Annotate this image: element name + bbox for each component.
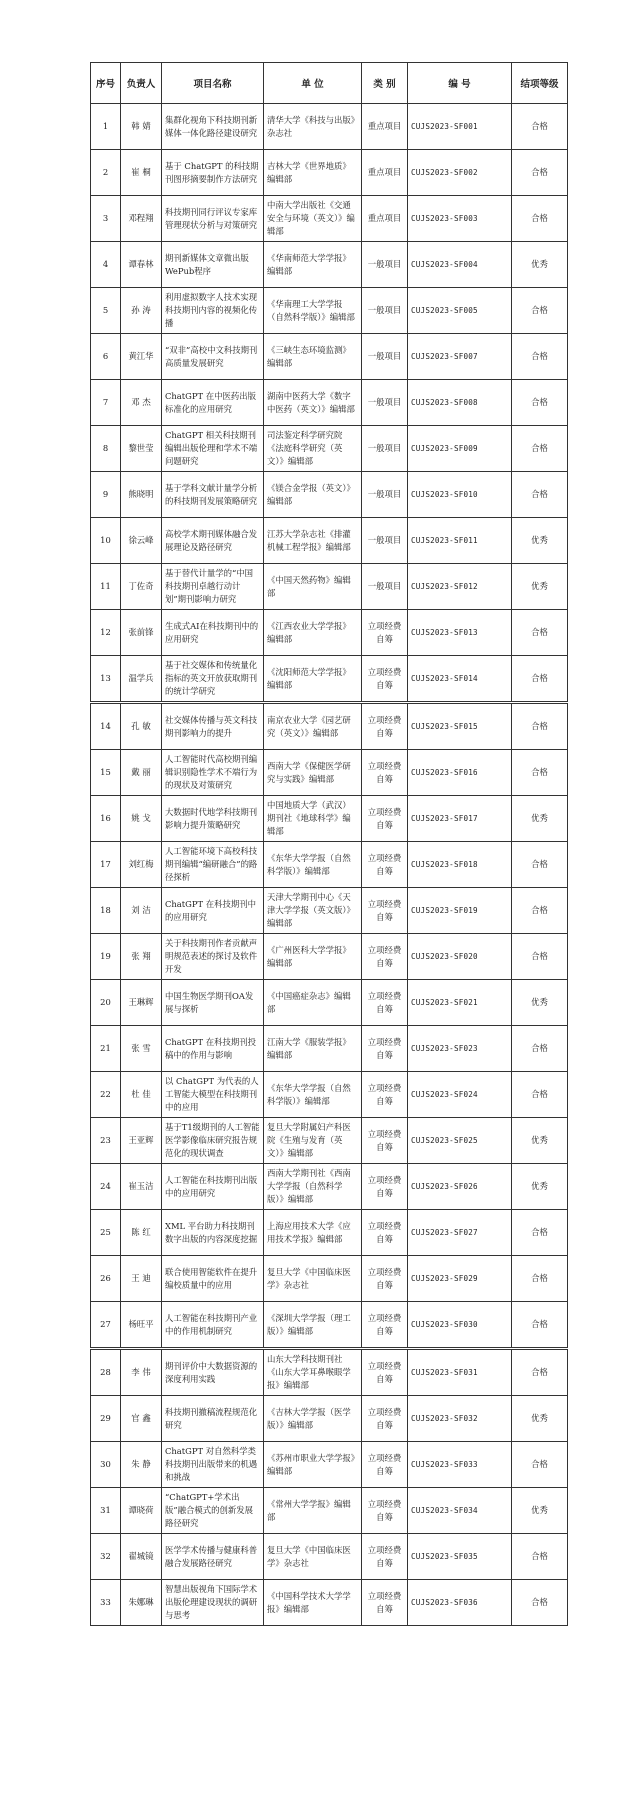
row-code: CUJS2023-SF035 (408, 1534, 512, 1580)
table-row (91, 888, 568, 934)
row-category: 一般项目 (362, 426, 408, 472)
row-leader: 杜 佳 (121, 1072, 162, 1118)
row-unit: 江南大学《服装学报》编辑部 (264, 1026, 362, 1072)
project-results-table (90, 62, 568, 1626)
row-number: 17 (91, 842, 121, 888)
table-row (91, 1580, 568, 1626)
row-unit: 《镁合金学报（英文）》编辑部 (264, 472, 362, 518)
row-project-name: 关于科技期刊作者贡献声明规范表述的探讨及软件开发 (162, 934, 264, 980)
row-unit: 清华大学《科技与出版》杂志社 (264, 104, 362, 150)
row-project-name: 基于T1级期刊的人工智能医学影像临床研究报告规范化的现状调查 (162, 1118, 264, 1164)
row-code: CUJS2023-SF002 (408, 150, 512, 196)
row-number: 32 (91, 1534, 121, 1580)
row-code: CUJS2023-SF026 (408, 1164, 512, 1210)
row-grade: 优秀 (512, 796, 568, 842)
row-code: CUJS2023-SF023 (408, 1026, 512, 1072)
table-body (91, 104, 568, 1626)
row-project-name: 集群化视角下科技期刊新媒体一体化路径建设研究 (162, 104, 264, 150)
row-number: 19 (91, 934, 121, 980)
row-grade: 合格 (512, 426, 568, 472)
row-leader: 熊晓明 (121, 472, 162, 518)
row-unit: 天津大学期刊中心《天津大学学报（英文版）》编辑部 (264, 888, 362, 934)
row-category: 立项经费自筹 (362, 1164, 408, 1210)
row-leader: 姚 戈 (121, 796, 162, 842)
row-code: CUJS2023-SF004 (408, 242, 512, 288)
row-code: CUJS2023-SF015 (408, 703, 512, 750)
row-leader: 韩 婧 (121, 104, 162, 150)
row-number: 8 (91, 426, 121, 472)
row-number: 28 (91, 1349, 121, 1396)
row-leader: 戴 丽 (121, 750, 162, 796)
row-category: 立项经费自筹 (362, 1302, 408, 1349)
row-grade: 合格 (512, 150, 568, 196)
row-number: 30 (91, 1442, 121, 1488)
row-code: CUJS2023-SF012 (408, 564, 512, 610)
table-row (91, 242, 568, 288)
row-leader: 王 迪 (121, 1256, 162, 1302)
row-number: 10 (91, 518, 121, 564)
table-row (91, 1442, 568, 1488)
row-code: CUJS2023-SF032 (408, 1396, 512, 1442)
row-category: 立项经费自筹 (362, 1488, 408, 1534)
row-code: CUJS2023-SF014 (408, 656, 512, 703)
row-number: 26 (91, 1256, 121, 1302)
row-code: CUJS2023-SF019 (408, 888, 512, 934)
row-code: CUJS2023-SF034 (408, 1488, 512, 1534)
row-code: CUJS2023-SF003 (408, 196, 512, 242)
row-category: 立项经费自筹 (362, 1396, 408, 1442)
row-code: CUJS2023-SF009 (408, 426, 512, 472)
row-code: CUJS2023-SF024 (408, 1072, 512, 1118)
row-unit: 《华南理工大学学报（自然科学版）》编辑部 (264, 288, 362, 334)
row-number: 20 (91, 980, 121, 1026)
row-grade: 合格 (512, 656, 568, 703)
row-project-name: 生成式AI在科技期刊中的应用研究 (162, 610, 264, 656)
table-row (91, 472, 568, 518)
row-unit: 《华南师范大学学报》编辑部 (264, 242, 362, 288)
row-unit: 复旦大学《中国临床医学》杂志社 (264, 1534, 362, 1580)
row-leader: 李 伟 (121, 1349, 162, 1396)
row-code: CUJS2023-SF007 (408, 334, 512, 380)
table-row (91, 1349, 568, 1396)
row-project-name: 高校学术期刊媒体融合发展理论及路径研究 (162, 518, 264, 564)
row-number: 29 (91, 1396, 121, 1442)
row-number: 33 (91, 1580, 121, 1626)
row-grade: 合格 (512, 1026, 568, 1072)
row-unit: 《东华大学学报（自然科学版）》编辑部 (264, 842, 362, 888)
col-header-unit: 单 位 (264, 63, 362, 104)
row-project-name: 基于替代计量学的“中国科技期刊卓越行动计划”期刊影响力研究 (162, 564, 264, 610)
table-row (91, 610, 568, 656)
table-row (91, 564, 568, 610)
row-project-name: 智慧出版视角下国际学术出版伦理建设现状的调研与思考 (162, 1580, 264, 1626)
row-code: CUJS2023-SF031 (408, 1349, 512, 1396)
row-leader: 谭晓荷 (121, 1488, 162, 1534)
row-code: CUJS2023-SF029 (408, 1256, 512, 1302)
row-unit: 吉林大学《世界地质》编辑部 (264, 150, 362, 196)
row-category: 重点项目 (362, 104, 408, 150)
row-category: 一般项目 (362, 380, 408, 426)
row-category: 一般项目 (362, 334, 408, 380)
row-category: 重点项目 (362, 150, 408, 196)
row-project-name: “ChatGPT+学术出版”融合模式的创新发展路径研究 (162, 1488, 264, 1534)
row-code: CUJS2023-SF018 (408, 842, 512, 888)
row-grade: 合格 (512, 104, 568, 150)
row-grade: 合格 (512, 1302, 568, 1349)
row-unit: 复旦大学《中国临床医学》杂志社 (264, 1256, 362, 1302)
row-code: CUJS2023-SF001 (408, 104, 512, 150)
row-leader: 丁佐奇 (121, 564, 162, 610)
table-header (91, 63, 568, 104)
row-leader: 邓 杰 (121, 380, 162, 426)
row-code: CUJS2023-SF030 (408, 1302, 512, 1349)
row-project-name: XML 平台助力科技期刊数字出版的内容深度挖掘 (162, 1210, 264, 1256)
row-project-name: 期刊新媒体文章微出版WePub程序 (162, 242, 264, 288)
row-number: 31 (91, 1488, 121, 1534)
row-project-name: 中国生物医学期刊OA发展与探析 (162, 980, 264, 1026)
table-row (91, 1256, 568, 1302)
row-grade: 合格 (512, 1534, 568, 1580)
table-row (91, 1534, 568, 1580)
row-grade: 合格 (512, 380, 568, 426)
table-row (91, 1072, 568, 1118)
row-category: 立项经费自筹 (362, 1534, 408, 1580)
header-row (91, 63, 568, 104)
col-header-project: 项目名称 (162, 63, 264, 104)
row-grade: 合格 (512, 750, 568, 796)
row-grade: 合格 (512, 1580, 568, 1626)
row-number: 5 (91, 288, 121, 334)
row-code: CUJS2023-SF010 (408, 472, 512, 518)
table-row (91, 703, 568, 750)
row-unit: 《苏州市职业大学学报》编辑部 (264, 1442, 362, 1488)
row-number: 12 (91, 610, 121, 656)
row-leader: 陈 红 (121, 1210, 162, 1256)
row-code: CUJS2023-SF027 (408, 1210, 512, 1256)
row-category: 重点项目 (362, 196, 408, 242)
row-grade: 合格 (512, 1072, 568, 1118)
row-leader: 黄江华 (121, 334, 162, 380)
row-grade: 合格 (512, 196, 568, 242)
row-grade: 合格 (512, 703, 568, 750)
row-leader: 黎世莹 (121, 426, 162, 472)
row-code: CUJS2023-SF013 (408, 610, 512, 656)
row-unit: 《三峡生态环境监测》编辑部 (264, 334, 362, 380)
row-grade: 优秀 (512, 1396, 568, 1442)
table-row (91, 1164, 568, 1210)
row-category: 一般项目 (362, 518, 408, 564)
row-unit: 《江西农业大学学报》编辑部 (264, 610, 362, 656)
row-code: CUJS2023-SF021 (408, 980, 512, 1026)
row-code: CUJS2023-SF008 (408, 380, 512, 426)
table-row (91, 150, 568, 196)
row-grade: 合格 (512, 610, 568, 656)
row-code: CUJS2023-SF005 (408, 288, 512, 334)
row-unit: 《中国癌症杂志》编辑部 (264, 980, 362, 1026)
row-project-name: ChatGPT 在中医药出版标准化的应用研究 (162, 380, 264, 426)
row-project-name: 利用虚拟数字人技术实现科技期刊内容的视频化传播 (162, 288, 264, 334)
table-row (91, 380, 568, 426)
row-unit: 江苏大学杂志社《排灌机械工程学报》编辑部 (264, 518, 362, 564)
row-grade: 合格 (512, 472, 568, 518)
row-number: 7 (91, 380, 121, 426)
row-grade: 优秀 (512, 564, 568, 610)
row-category: 立项经费自筹 (362, 1072, 408, 1118)
row-grade: 优秀 (512, 1488, 568, 1534)
row-category: 立项经费自筹 (362, 703, 408, 750)
row-unit: 司法鉴定科学研究院《法庭科学研究（英文）》编辑部 (264, 426, 362, 472)
row-number: 25 (91, 1210, 121, 1256)
row-unit: 《吉林大学学报（医学版）》编辑部 (264, 1396, 362, 1442)
row-project-name: 大数据时代地学科技期刊影响力提升策略研究 (162, 796, 264, 842)
row-category: 立项经费自筹 (362, 1580, 408, 1626)
row-leader: 张 翔 (121, 934, 162, 980)
row-project-name: 医学学术传播与健康科普融合发展路径研究 (162, 1534, 264, 1580)
col-header-category: 类 别 (362, 63, 408, 104)
table-row (91, 934, 568, 980)
row-unit: 《中国科学技术大学学报》编辑部 (264, 1580, 362, 1626)
row-category: 立项经费自筹 (362, 1442, 408, 1488)
table-row (91, 1396, 568, 1442)
row-number: 6 (91, 334, 121, 380)
row-grade: 合格 (512, 934, 568, 980)
row-unit: 复旦大学附属妇产科医院《生殖与发育（英文）》编辑部 (264, 1118, 362, 1164)
row-number: 9 (91, 472, 121, 518)
table-row (91, 518, 568, 564)
table-row (91, 750, 568, 796)
table-row (91, 1488, 568, 1534)
row-project-name: 科技期刊同行评议专家库管理现状分析与对策研究 (162, 196, 264, 242)
row-unit: 中国地质大学（武汉）期刊社《地球科学》编辑部 (264, 796, 362, 842)
row-leader: 孙 涛 (121, 288, 162, 334)
row-grade: 优秀 (512, 1118, 568, 1164)
row-unit: 山东大学科技期刊社《山东大学耳鼻喉眼学报》编辑部 (264, 1349, 362, 1396)
row-project-name: 人工智能环境下高校科技期刊编辑“编研融合”的路径探析 (162, 842, 264, 888)
row-category: 立项经费自筹 (362, 842, 408, 888)
row-grade: 合格 (512, 1349, 568, 1396)
table-row (91, 426, 568, 472)
row-leader: 官 鑫 (121, 1396, 162, 1442)
row-number: 18 (91, 888, 121, 934)
row-unit: 《沈阳师范大学学报》编辑部 (264, 656, 362, 703)
row-number: 1 (91, 104, 121, 150)
row-number: 27 (91, 1302, 121, 1349)
row-leader: 崔玉洁 (121, 1164, 162, 1210)
row-project-name: ChatGPT 对自然科学类科技期刊出版带来的机遇和挑战 (162, 1442, 264, 1488)
row-project-name: ChatGPT 相关科技期刊编辑出版伦理和学术不端问题研究 (162, 426, 264, 472)
row-leader: 王亚辉 (121, 1118, 162, 1164)
row-unit: 南京农业大学《园艺研究（英文）》编辑部 (264, 703, 362, 750)
row-category: 立项经费自筹 (362, 1210, 408, 1256)
row-number: 22 (91, 1072, 121, 1118)
row-leader: 邓程翔 (121, 196, 162, 242)
row-project-name: 基于学科文献计量学分析的科技期刊发展策略研究 (162, 472, 264, 518)
row-number: 13 (91, 656, 121, 703)
row-grade: 优秀 (512, 518, 568, 564)
row-project-name: 社交媒体传播与英文科技期刊影响力的提升 (162, 703, 264, 750)
row-project-name: 基于 ChatGPT 的科技期刊图形摘要制作方法研究 (162, 150, 264, 196)
col-header-code: 编 号 (408, 63, 512, 104)
col-header-leader: 负责人 (121, 63, 162, 104)
row-number: 4 (91, 242, 121, 288)
row-grade: 优秀 (512, 1164, 568, 1210)
table-row (91, 656, 568, 703)
row-category: 立项经费自筹 (362, 1349, 408, 1396)
row-leader: 翟城镜 (121, 1534, 162, 1580)
row-project-name: 联合使用智能软件在提升编校质量中的应用 (162, 1256, 264, 1302)
row-category: 立项经费自筹 (362, 610, 408, 656)
row-project-name: ChatGPT 在科技期刊投稿中的作用与影响 (162, 1026, 264, 1072)
row-leader: 谭春林 (121, 242, 162, 288)
row-leader: 刘红梅 (121, 842, 162, 888)
row-category: 立项经费自筹 (362, 934, 408, 980)
row-number: 14 (91, 703, 121, 750)
row-grade: 合格 (512, 1256, 568, 1302)
row-code: CUJS2023-SF036 (408, 1580, 512, 1626)
row-project-name: 基于社交媒体和传统量化指标的英文开放获取期刊的统计学研究 (162, 656, 264, 703)
row-number: 16 (91, 796, 121, 842)
row-number: 2 (91, 150, 121, 196)
row-unit: 《深圳大学学报（理工版）》编辑部 (264, 1302, 362, 1349)
row-unit: 上海应用技术大学《应用技术学报》编辑部 (264, 1210, 362, 1256)
row-code: CUJS2023-SF016 (408, 750, 512, 796)
row-category: 一般项目 (362, 288, 408, 334)
row-category: 立项经费自筹 (362, 980, 408, 1026)
row-code: CUJS2023-SF033 (408, 1442, 512, 1488)
row-code: CUJS2023-SF011 (408, 518, 512, 564)
row-unit: 《常州大学学报》编辑部 (264, 1488, 362, 1534)
row-leader: 朱 静 (121, 1442, 162, 1488)
table-row (91, 1026, 568, 1072)
row-number: 15 (91, 750, 121, 796)
row-unit: 西南大学《保健医学研究与实践》编辑部 (264, 750, 362, 796)
row-grade: 合格 (512, 288, 568, 334)
row-grade: 合格 (512, 1442, 568, 1488)
row-project-name: 人工智能时代高校期刊编辑识别隐性学术不端行为的现状及对策研究 (162, 750, 264, 796)
row-grade: 合格 (512, 1210, 568, 1256)
row-category: 立项经费自筹 (362, 656, 408, 703)
row-number: 23 (91, 1118, 121, 1164)
row-grade: 优秀 (512, 980, 568, 1026)
row-unit: 中南大学出版社《交通安全与环境（英文）》编辑部 (264, 196, 362, 242)
col-header-number: 序号 (91, 63, 121, 104)
row-grade: 合格 (512, 842, 568, 888)
row-unit: 《东华大学学报（自然科学版）》编辑部 (264, 1072, 362, 1118)
table-row (91, 334, 568, 380)
row-unit: 《中国天然药物》编辑部 (264, 564, 362, 610)
row-unit: 《广州医科大学学报》编辑部 (264, 934, 362, 980)
row-category: 立项经费自筹 (362, 750, 408, 796)
table-row (91, 104, 568, 150)
row-project-name: ChatGPT 在科技期刊中的应用研究 (162, 888, 264, 934)
row-leader: 张前锋 (121, 610, 162, 656)
row-project-name: 期刊评价中大数据资源的深度利用实践 (162, 1349, 264, 1396)
table-row (91, 1302, 568, 1349)
row-code: CUJS2023-SF017 (408, 796, 512, 842)
row-category: 一般项目 (362, 472, 408, 518)
table-row (91, 288, 568, 334)
row-project-name: 人工智能在科技期刊产业中的作用机制研究 (162, 1302, 264, 1349)
row-category: 立项经费自筹 (362, 1026, 408, 1072)
row-number: 3 (91, 196, 121, 242)
row-leader: 朱娜琳 (121, 1580, 162, 1626)
row-number: 11 (91, 564, 121, 610)
table-row (91, 196, 568, 242)
col-header-grade: 结项等级 (512, 63, 568, 104)
row-grade: 合格 (512, 334, 568, 380)
table-row (91, 1118, 568, 1164)
row-leader: 孔 敏 (121, 703, 162, 750)
row-unit: 西南大学期刊社《西南大学学报（自然科学版）》编辑部 (264, 1164, 362, 1210)
row-project-name: 以 ChatGPT 为代表的人工智能大模型在科技期刊中的应用 (162, 1072, 264, 1118)
row-number: 24 (91, 1164, 121, 1210)
row-project-name: 人工智能在科技期刊出版中的应用研究 (162, 1164, 264, 1210)
row-number: 21 (91, 1026, 121, 1072)
row-category: 立项经费自筹 (362, 1118, 408, 1164)
table-row (91, 1210, 568, 1256)
table-row (91, 842, 568, 888)
table-row (91, 796, 568, 842)
row-leader: 崔 桐 (121, 150, 162, 196)
row-code: CUJS2023-SF025 (408, 1118, 512, 1164)
row-code: CUJS2023-SF020 (408, 934, 512, 980)
row-project-name: 科技期刊撤稿流程规范化研究 (162, 1396, 264, 1442)
row-leader: 温学兵 (121, 656, 162, 703)
row-leader: 刘 洁 (121, 888, 162, 934)
row-leader: 张 雪 (121, 1026, 162, 1072)
row-leader: 杨旺平 (121, 1302, 162, 1349)
row-leader: 王琳辉 (121, 980, 162, 1026)
table-row (91, 980, 568, 1026)
row-category: 一般项目 (362, 242, 408, 288)
row-category: 立项经费自筹 (362, 888, 408, 934)
row-category: 立项经费自筹 (362, 796, 408, 842)
row-leader: 徐云峰 (121, 518, 162, 564)
row-unit: 湖南中医药大学《数字中医药（英文）》编辑部 (264, 380, 362, 426)
row-grade: 合格 (512, 888, 568, 934)
row-category: 立项经费自筹 (362, 1256, 408, 1302)
row-grade: 优秀 (512, 242, 568, 288)
row-category: 一般项目 (362, 564, 408, 610)
row-project-name: “双非”高校中文科技期刊高质量发展研究 (162, 334, 264, 380)
